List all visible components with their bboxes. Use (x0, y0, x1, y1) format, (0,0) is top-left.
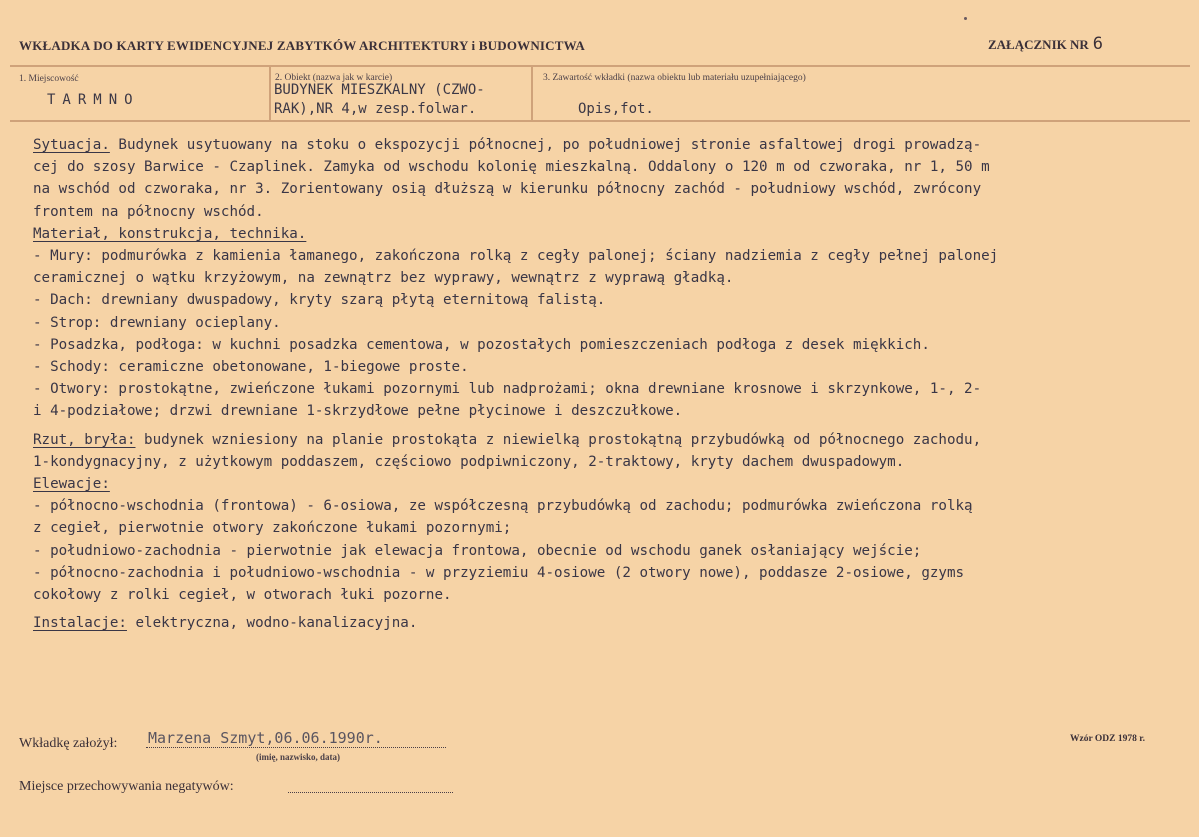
situation-line2: cej do szosy Barwice - Czaplinek. Zamyka od wschodu kolonię mieszkalną. Oddalony o 120 m od czworaka, nr 1, 50 m (33, 159, 990, 176)
author-hint: (imię, nazwisko, data) (256, 752, 340, 762)
elev-heading-line (33, 473, 1173, 495)
ink-dot (964, 17, 967, 20)
location-value: TARMNO (47, 92, 140, 108)
walls-line1: - Mury: podmurówka z kamienia łamanego, zakończona rolką z cegły palonej; ściany nadziemia z cegły pełnej palonej (33, 248, 999, 265)
situation-line1 (33, 134, 1173, 156)
stairs-line: - Schody: ceramiczne obetonowane, 1-biegowe proste. (33, 359, 469, 376)
object-value-line2: RAK),NR 4,w zesp.folwar. (274, 101, 477, 117)
openings-line1: - Otwory: prostokątne, zwieńczone łukami pozornymi lub nadprożami; okna drewniane krosnowe i skrzynkowe, 1-, 2- (33, 381, 982, 398)
plan-line2: 1-kondygnacyjny, z użytkowym poddaszem, częściowo podpiwniczony, 2-traktowy, kryty dachem dwuspadowym. (33, 453, 905, 470)
situation-text1: Budynek usytuowany na stoku o ekspozycji północnej, po południowej stronie asfaltowej drogi prowadzą- (109, 137, 982, 153)
situation-heading: Sytuacja. (33, 137, 110, 153)
divider-top (10, 65, 1190, 67)
install-line (33, 612, 1173, 634)
divider-fields (10, 120, 1190, 122)
walls-line2: ceramicznej o wątku krzyżowym, na zewnątrz bez wyprawy, wewnątrz z wyprawą gładką. (33, 270, 734, 287)
form-code: Wzór ODZ 1978 r. (1070, 734, 1145, 744)
situation-line3: na wschód od czworaka, nr 3. Zorientowany osią dłuższą w kierunku północny zachód - południowy wschód, zwrócony (33, 181, 982, 198)
object-value-line1: BUDYNEK MIESZKALNY (CZWO- (274, 82, 485, 98)
description-body (33, 134, 1173, 634)
negatives-label: Miejsce przechowywania negatywów: (19, 779, 234, 794)
divider-col2 (531, 66, 533, 120)
elev3-line1: - północno-zachodnia i południowo-wschodnia - w przyziemiu 4-osiowe (2 otwory nowe), poddasze 2-osiowe, gzyms (33, 564, 965, 581)
plan-line1 (33, 429, 1173, 451)
elev-heading: Elewacje: (33, 476, 110, 493)
floor-line: - Posadzka, podłoga: w kuchni posadzka cementowa, w pozostałych pomieszczeniach podłoga z desek miękkich. (33, 336, 930, 353)
situation-line4: frontem na północny wschód. (33, 203, 264, 220)
install-heading: Instalacje: (33, 615, 127, 632)
annex-label (988, 34, 1103, 54)
content-label: 3. Zawartość wkładki (nazwa obiektu lub materiału uzupełniającego) (543, 73, 806, 83)
install-text: elektryczna, wodno-kanalizacyjna. (126, 615, 418, 632)
openings-line2: i 4-podziałowe; drzwi drewniane 1-skrzydłowe pełne płycinowe i deszczułkowe. (33, 403, 683, 420)
author-dotted-line (146, 747, 446, 748)
annex-number: 6 (1092, 34, 1104, 54)
material-heading-line (33, 223, 1173, 245)
object-label: 2. Obiekt (nazwa jak w karcie) (275, 73, 393, 83)
plan-text1: budynek wzniesiony na planie prostokąta z niewielką prostokątną przybudówką od północnego zachodu, (135, 431, 982, 448)
author-value: Marzena Szmyt,06.06.1990r. (148, 729, 383, 747)
divider-col1 (269, 66, 271, 120)
content-value: Opis,fot. (578, 101, 654, 117)
material-heading: Materiał, konstrukcja, technika. (33, 225, 307, 242)
annex-label-text: ZAŁĄCZNIK NR (988, 37, 1089, 52)
negatives-dotted-line (288, 792, 453, 793)
elev3-line2: cokołowy z rolki cegieł, w otworach łuki pozorne. (33, 587, 452, 604)
elev2-line: - południowo-zachodnia - pierwotnie jak elewacja frontowa, obecnie od wschodu ganek osłaniający wejście; (33, 542, 922, 559)
elev1-line1: - północno-wschodnia (frontowa) - 6-osiowa, ze współczesną przybudówką od zachodu; podmurówka zwieńczona rolką (33, 498, 973, 515)
ceiling-line: - Strop: drewniany ocieplany. (33, 314, 281, 331)
location-label: 1. Miejscowość (19, 74, 79, 84)
form-title: WKŁADKA DO KARTY EWIDENCYJNEJ ZABYTKÓW ARCHITEKTURY i BUDOWNICTWA (19, 38, 585, 53)
author-label: Wkładkę założył: (19, 736, 118, 751)
elev1-line2: z cegieł, pierwotnie otwory zakończone łukami pozornymi; (33, 520, 512, 537)
plan-heading: Rzut, bryła: (33, 431, 136, 448)
roof-line: - Dach: drewniany dwuspadowy, kryty szarą płytą eternitową falistą. (33, 292, 606, 309)
